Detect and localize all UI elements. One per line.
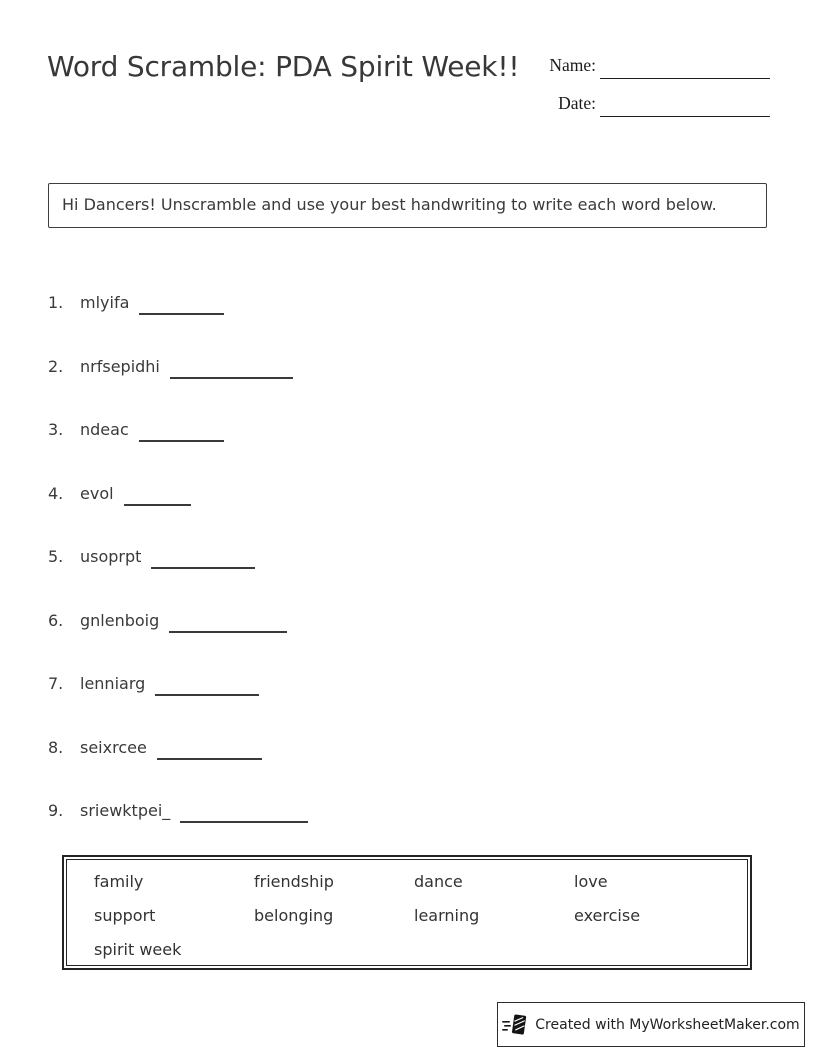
answer-blank: [169, 611, 287, 633]
question-number: 7.: [48, 674, 64, 693]
question-list: [48, 286, 308, 858]
question-number: 5.: [48, 547, 64, 566]
question-row: [48, 286, 308, 311]
question-row: [48, 667, 308, 692]
word-bank-word: love: [574, 871, 608, 891]
word-bank-word: family: [94, 871, 144, 891]
word-bank-word: belonging: [254, 905, 334, 925]
page-title: Word Scramble: PDA Spirit Week!!: [47, 50, 520, 83]
question-row: [48, 477, 308, 502]
question-row: [48, 540, 308, 565]
word-bank-word: support: [94, 905, 156, 925]
name-label: Name:: [549, 55, 596, 75]
question-row: [48, 350, 308, 375]
date-label: Date:: [558, 93, 596, 113]
word-bank-word: learning: [414, 905, 480, 925]
question-number: 3.: [48, 420, 64, 439]
footer-credit-badge[interactable]: [497, 1002, 805, 1047]
scrambled-word: usoprpt: [80, 547, 142, 566]
scrambled-word: mlyifa: [80, 293, 130, 312]
question-row: [48, 794, 308, 819]
answer-blank: [155, 674, 259, 696]
answer-blank: [151, 547, 255, 569]
worksheet-maker-logo-icon: [502, 1012, 528, 1038]
question-number: 8.: [48, 737, 64, 757]
word-bank-word: exercise: [574, 905, 641, 925]
question-number: 9.: [48, 801, 64, 820]
scrambled-word: gnlenboig: [80, 610, 160, 630]
answer-blank: [139, 293, 224, 315]
name-date-block: [538, 50, 770, 126]
question-number: 1.: [48, 293, 64, 312]
date-write-line: [600, 96, 770, 117]
scrambled-word: nrfsepidhi: [80, 356, 160, 376]
scrambled-word: sriewktpei_: [80, 801, 171, 820]
question-row: [48, 731, 308, 756]
scrambled-word: seixrcee: [80, 737, 147, 757]
word-bank-word: friendship: [254, 871, 334, 891]
footer-credit-text: Created with MyWorksheetMaker.com: [535, 1016, 800, 1033]
question-number: 6.: [48, 610, 64, 630]
question-number: 2.: [48, 356, 64, 376]
word-bank-word: spirit week: [94, 939, 182, 959]
word-bank: [62, 855, 752, 970]
name-write-line: [600, 58, 770, 79]
answer-blank: [124, 484, 191, 506]
scrambled-word: lenniarg: [80, 674, 146, 693]
answer-blank: [180, 801, 308, 823]
name-row: [538, 50, 770, 75]
question-number: 4.: [48, 483, 64, 503]
answer-blank: [139, 420, 224, 442]
date-row: [538, 88, 770, 113]
word-bank-word: dance: [414, 871, 463, 891]
word-bank-grid: [66, 859, 748, 966]
instructions-text: Hi Dancers! Unscramble and use your best handwriting to write each word below.: [62, 195, 717, 214]
answer-blank: [170, 357, 293, 379]
scrambled-word: ndeac: [80, 420, 129, 439]
question-row: [48, 413, 308, 438]
answer-blank: [157, 738, 262, 760]
scrambled-word: evol: [80, 483, 114, 503]
instructions-box: [48, 183, 767, 228]
question-row: [48, 604, 308, 629]
